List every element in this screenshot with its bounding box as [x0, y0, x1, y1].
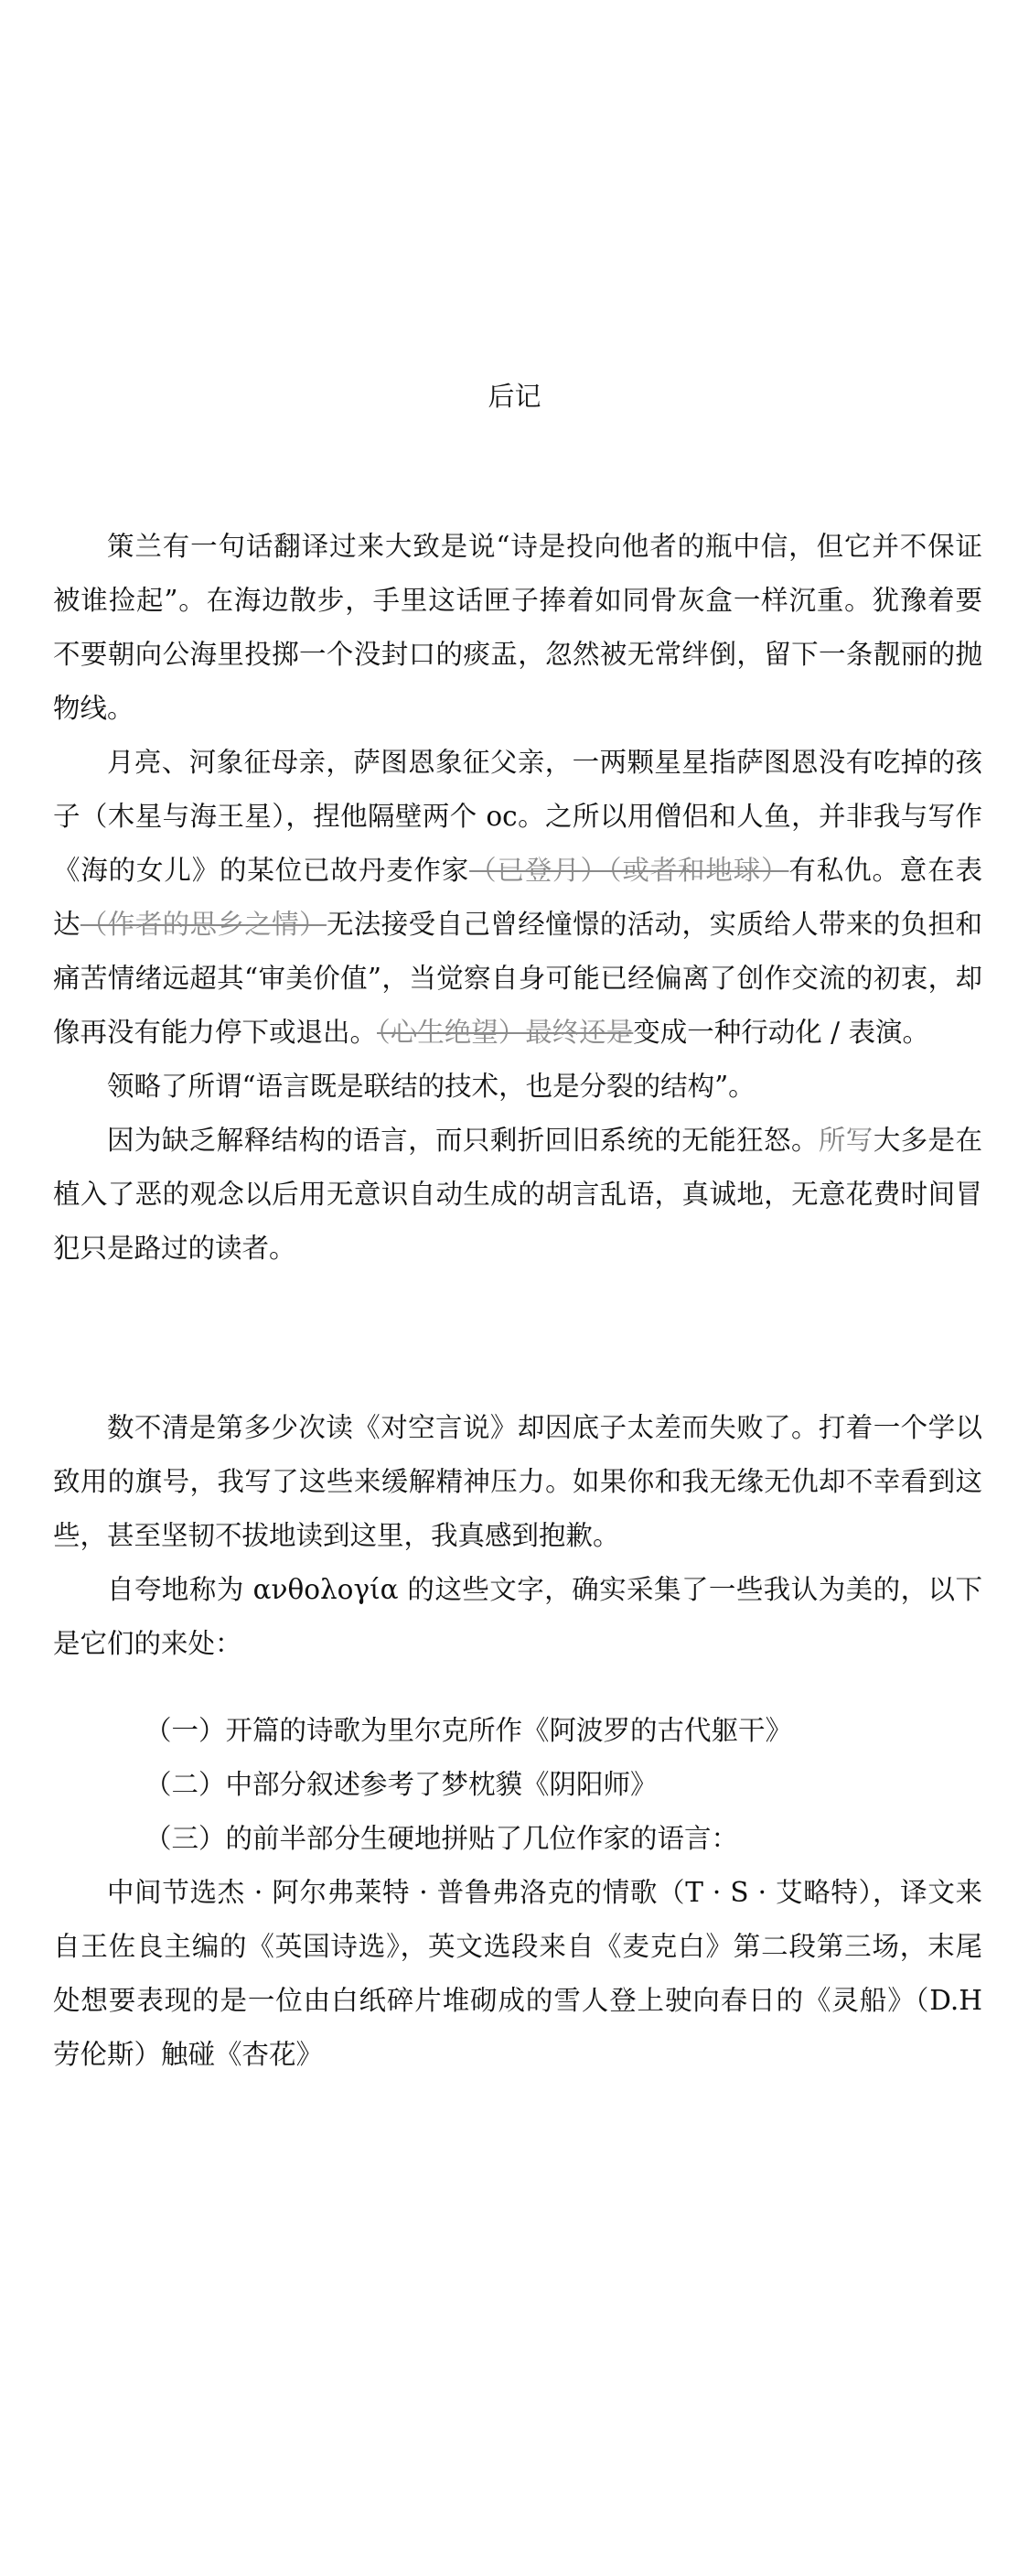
gray-text: 所写: [818, 1125, 874, 1156]
paragraph-text: 因为缺乏解释结构的语言，而只剩折回旧系统的无能狂怒。: [107, 1125, 819, 1156]
paragraph-celan: 策兰有一句话翻译过来大致是说“诗是投向他者的瓶中信，但它并不保证被谁捡起”。在海边散步，手里这话匣子捧着如同骨灰盒一样沉重。犹豫着要不要朝向公海里投掷一个没封口的痰盂，忽然被无常绊倒，留下一条靓丽的抛物线。: [53, 531, 982, 724]
paragraph-reading: 数不清是第多少次读《对空言说》却因底子太差而失败了。打着一个学以致用的旗号，我写了这些来缓解精神压力。如果你和我无缘无仇却不幸看到这些，甚至坚韧不拔地读到这里，我真感到抱歉。: [53, 1412, 982, 1551]
page-title: 后记: [488, 381, 541, 412]
paragraph-structure: [53, 1114, 982, 1276]
paragraph-text: 有私仇。意在表达: [53, 855, 982, 940]
list-item: （三）的前半部分生硬地拼贴了几位作家的语言：: [145, 1823, 739, 1854]
sources-list: [53, 1704, 982, 2082]
paragraph-text: 无法接受自己曾经憧憬的活动，实质给人带来的负担和痛苦情绪远超其“审美价值”，当觉察自身可能已经偏离了创作交流的初衷，却像再没有能力停下或退出。: [53, 909, 982, 1048]
paragraph-text: 月亮、河象征母亲，萨图恩象征父亲，一两颗星星指萨图恩没有吃掉的孩子（木星与海王星），捏他隔壁两个 oc。之所以用僧侣和人鱼，并非我与写作《海的女儿》的某位已故丹麦作家: [53, 747, 982, 886]
struck-text: （作者的思乡之情）: [80, 909, 327, 940]
sources-note: 中间节选杰 · 阿尔弗莱特 · 普鲁弗洛克的情歌（T · S · 艾略特），译文来自王佐良主编的《英国诗选》，英文选段来自《麦克白》第二段第三场，末尾处想要表现的是一位由白纸碎片堆砌成的雪人登上驶向春日的《灵船》（D.H 劳伦斯）触碰《杏花》: [53, 1877, 982, 2070]
paragraph-symbols: [53, 736, 982, 1060]
afterword-section-2: [53, 1401, 982, 1671]
paragraph-text: 大多是在植入了恶的观念以后用无意识自动生成的胡言乱语，真诚地，无意花费时间冒犯只是路过的读者。: [53, 1125, 982, 1264]
struck-text: （心生绝望）最终还是: [377, 1017, 634, 1048]
struck-text: （已登月）（或者和地球）: [469, 855, 789, 886]
paragraph-language: 领略了所谓“语言既是联结的技术，也是分裂的结构”。: [107, 1071, 756, 1102]
paragraph-anthology: 自夸地称为 ανθολογία 的这些文字，确实采集了一些我认为美的，以下是它们的来处：: [53, 1574, 982, 1659]
list-item: （二）中部分叙述参考了梦枕貘《阴阳师》: [145, 1769, 658, 1800]
paragraph-text: 变成一种行动化 / 表演。: [633, 1017, 929, 1048]
list-item: （一）开篇的诗歌为里尔克所作《阿波罗的古代躯干》: [145, 1715, 793, 1746]
afterword-section-1: [53, 520, 982, 1276]
